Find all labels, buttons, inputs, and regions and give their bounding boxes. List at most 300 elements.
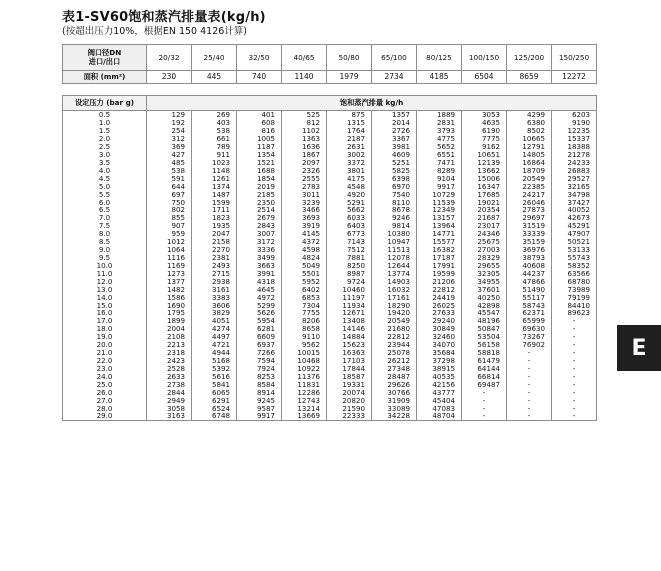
flow-cell: 29527: [552, 174, 597, 182]
flow-cell: 58352: [552, 262, 597, 270]
flow-cell: 1116: [147, 254, 192, 262]
table-row: [63, 198, 597, 206]
flow-cell: 6033: [327, 214, 372, 222]
flow-cell: 4548: [327, 182, 372, 190]
flow-cell: 644: [147, 182, 192, 190]
flow-cell: 4609: [372, 151, 417, 159]
pressure-cell: 7.5: [63, 222, 147, 230]
flow-cell: 1261: [192, 174, 237, 182]
flow-cell: 9562: [282, 341, 327, 349]
pressure-cell: 6.0: [63, 198, 147, 206]
flow-cell: 1482: [147, 285, 192, 293]
flow-cell: 22333: [327, 412, 372, 420]
flow-cell: 1636: [282, 143, 327, 151]
flow-cell: 51490: [507, 285, 552, 293]
area-label: 面积 (mm²): [63, 71, 147, 84]
flow-cell: 61479: [462, 357, 507, 365]
dn-cell: 125/200: [507, 45, 552, 71]
flow-cell: 7471: [417, 159, 462, 167]
flow-cell: 3011: [282, 190, 327, 198]
flow-cell: 3002: [327, 151, 372, 159]
flow-cell: 18587: [327, 372, 372, 380]
flow-cell: 5501: [282, 269, 327, 277]
flow-cell: 10947: [372, 238, 417, 246]
flow-cell: 11934: [327, 301, 372, 309]
flow-cell: 12286: [282, 388, 327, 396]
flow-cell: 29655: [462, 262, 507, 270]
flow-cell: 58743: [507, 301, 552, 309]
flow-cell: 427: [147, 151, 192, 159]
table-subtitle: (按超出压力10%，根据EN 150 4126计算): [62, 26, 247, 37]
flow-cell: 11513: [372, 246, 417, 254]
flow-cell: 8502: [507, 127, 552, 135]
flow-cell: 24346: [462, 230, 507, 238]
table-row: [63, 404, 597, 412]
flow-cell: 3606: [192, 301, 237, 309]
flow-cell: 40608: [507, 262, 552, 270]
flow-cell: -: [507, 365, 552, 373]
flow-cell: 3499: [237, 254, 282, 262]
flow-cell: 4145: [282, 230, 327, 238]
flow-cell: 9814: [372, 222, 417, 230]
flow-cell: 525: [282, 111, 327, 119]
flow-cell: 20549: [507, 174, 552, 182]
flow-cell: 2783: [282, 182, 327, 190]
flow-cell: 19420: [372, 309, 417, 317]
flow-cell: 65999: [507, 317, 552, 325]
pressure-cell: 20.0: [63, 341, 147, 349]
dn-cell: 25/40: [192, 45, 237, 71]
flow-cell: -: [552, 357, 597, 365]
flow-cell: 6551: [417, 151, 462, 159]
dn-cell: 50/80: [327, 45, 372, 71]
flow-cell: 8987: [327, 269, 372, 277]
table-row: [63, 214, 597, 222]
table-row: [63, 357, 597, 365]
flow-cell: 9162: [462, 143, 507, 151]
flow-cell: 3919: [282, 222, 327, 230]
flow-cell: 6203: [552, 111, 597, 119]
flow-cell: 3058: [147, 404, 192, 412]
flow-cell: -: [462, 396, 507, 404]
flow-cell: 12235: [552, 127, 597, 135]
flow-cell: 21680: [372, 325, 417, 333]
flow-cell: -: [552, 380, 597, 388]
flow-cell: 3007: [237, 230, 282, 238]
flow-cell: 17844: [327, 365, 372, 373]
flow-cell: 50521: [552, 238, 597, 246]
flow-cell: 18388: [552, 143, 597, 151]
pressure-cell: 14.0: [63, 293, 147, 301]
flow-cell: 1688: [237, 166, 282, 174]
flow-cell: 22812: [372, 333, 417, 341]
pressure-cell: 5.0: [63, 182, 147, 190]
flow-cell: 35684: [417, 349, 462, 357]
flow-cell: 13774: [372, 269, 417, 277]
flow-cell: 32305: [462, 269, 507, 277]
flow-cell: 53133: [552, 246, 597, 254]
pressure-cell: 24.0: [63, 372, 147, 380]
flow-cell: 8250: [327, 262, 372, 270]
flow-cell: 32165: [552, 182, 597, 190]
flow-cell: 4721: [192, 341, 237, 349]
flow-cell: 10922: [282, 365, 327, 373]
flow-cell: 6291: [192, 396, 237, 404]
pressure-cell: 22.0: [63, 357, 147, 365]
flow-cell: 12349: [417, 206, 462, 214]
flow-cell: 19599: [417, 269, 462, 277]
pressure-cell: 9.5: [63, 254, 147, 262]
flow-cell: 1064: [147, 246, 192, 254]
flow-cell: 40052: [552, 206, 597, 214]
flow-cell: 9245: [237, 396, 282, 404]
flow-cell: 3172: [237, 238, 282, 246]
flow-cell: 5251: [372, 159, 417, 167]
flow-cell: 4274: [192, 325, 237, 333]
flow-cell: 6853: [282, 293, 327, 301]
flow-cell: 22812: [417, 285, 462, 293]
area-cell: 2734: [372, 71, 417, 84]
pressure-cell: 16.0: [63, 309, 147, 317]
flow-cell: 45547: [462, 309, 507, 317]
flow-cell: 697: [147, 190, 192, 198]
flow-cell: 1357: [372, 111, 417, 119]
flow-cell: 55743: [552, 254, 597, 262]
flow-cell: -: [552, 365, 597, 373]
pressure-cell: 1.0: [63, 119, 147, 127]
flow-cell: 26025: [417, 301, 462, 309]
area-cell: 1979: [327, 71, 372, 84]
pressure-cell: 6.5: [63, 206, 147, 214]
area-cell: 6504: [462, 71, 507, 84]
table-row: [63, 333, 597, 341]
flow-cell: 4318: [237, 277, 282, 285]
flow-cell: 8206: [282, 317, 327, 325]
pressure-cell: 1.5: [63, 127, 147, 135]
table-row: [63, 269, 597, 277]
flow-cell: 64144: [462, 365, 507, 373]
flow-cell: 2014: [372, 119, 417, 127]
flow-cell: 1374: [192, 182, 237, 190]
flow-cell: 6190: [462, 127, 507, 135]
flow-cell: 23944: [372, 341, 417, 349]
flow-cell: 1169: [147, 262, 192, 270]
flow-cell: 55117: [507, 293, 552, 301]
flow-cell: 911: [192, 151, 237, 159]
flow-cell: 2019: [237, 182, 282, 190]
flow-cell: 3991: [237, 269, 282, 277]
flow-cell: 53504: [462, 333, 507, 341]
flow-cell: 4497: [192, 333, 237, 341]
flow-cell: 16032: [372, 285, 417, 293]
flow-cell: 20074: [327, 388, 372, 396]
flow-cell: 27348: [372, 365, 417, 373]
flow-cell: 13214: [282, 404, 327, 412]
flow-cell: 9587: [237, 404, 282, 412]
pressure-cell: 25.0: [63, 380, 147, 388]
flow-cell: 6402: [282, 285, 327, 293]
flow-cell: 34798: [552, 190, 597, 198]
table-row: [63, 325, 597, 333]
flow-cell: 8110: [372, 198, 417, 206]
flow-cell: 6937: [237, 341, 282, 349]
flow-cell: 11376: [282, 372, 327, 380]
flow-cell: 12743: [282, 396, 327, 404]
dn-cell: 100/150: [462, 45, 507, 71]
flow-cell: 68780: [552, 277, 597, 285]
flow-cell: 29240: [417, 317, 462, 325]
flow-cell: 959: [147, 230, 192, 238]
flow-cell: 47907: [552, 230, 597, 238]
flow-cell: 42898: [462, 301, 507, 309]
flow-cell: 5662: [327, 206, 372, 214]
flow-cell: -: [507, 396, 552, 404]
flow-cell: 2004: [147, 325, 192, 333]
pressure-cell: 17.0: [63, 317, 147, 325]
flow-cell: 2108: [147, 333, 192, 341]
flow-cell: 2187: [327, 135, 372, 143]
flow-cell: 10651: [462, 151, 507, 159]
flow-cell: 1315: [327, 119, 372, 127]
flow-cell: 2514: [237, 206, 282, 214]
flow-cell: -: [552, 372, 597, 380]
flow-cell: 538: [192, 127, 237, 135]
flow-cell: 2270: [192, 246, 237, 254]
flow-cell: -: [507, 388, 552, 396]
flow-cell: 33089: [372, 404, 417, 412]
pressure-cell: 8.0: [63, 230, 147, 238]
flow-cell: 28487: [372, 372, 417, 380]
flow-cell: -: [552, 341, 597, 349]
flow-cell: 37427: [552, 198, 597, 206]
flow-header: 饱和蒸汽排量 kg/h: [147, 96, 597, 111]
flow-cell: 37298: [417, 357, 462, 365]
flow-cell: 18290: [372, 301, 417, 309]
flow-cell: 2738: [147, 380, 192, 388]
pressure-cell: 18.0: [63, 325, 147, 333]
flow-cell: 25675: [462, 238, 507, 246]
flow-cell: 812: [282, 119, 327, 127]
flow-cell: 21687: [462, 214, 507, 222]
flow-cell: 7755: [282, 309, 327, 317]
table-row: [63, 135, 597, 143]
flow-cell: 2715: [192, 269, 237, 277]
area-cell: 230: [147, 71, 192, 84]
pressure-cell: 13.0: [63, 285, 147, 293]
flow-cell: -: [507, 412, 552, 420]
flow-cell: 17991: [417, 262, 462, 270]
flow-cell: 5392: [192, 365, 237, 373]
flow-cell: 1487: [192, 190, 237, 198]
flow-cell: 802: [147, 206, 192, 214]
flow-cell: 192: [147, 119, 192, 127]
flow-cell: 17187: [417, 254, 462, 262]
flow-cell: 9246: [372, 214, 417, 222]
flow-cell: 1889: [417, 111, 462, 119]
table-row: [63, 309, 597, 317]
table-row: [63, 285, 597, 293]
flow-cell: 9104: [417, 174, 462, 182]
pressure-cell: 26.0: [63, 388, 147, 396]
flow-cell: -: [462, 388, 507, 396]
table-row: [63, 388, 597, 396]
flow-cell: 4775: [417, 135, 462, 143]
dn-row: [63, 45, 597, 71]
flow-cell: 44237: [507, 269, 552, 277]
flow-cell: 47083: [417, 404, 462, 412]
table-row: [63, 412, 597, 420]
pressure-header: 设定压力 (bar g): [63, 96, 147, 111]
flow-cell: 11539: [417, 198, 462, 206]
flow-cell: 6524: [192, 404, 237, 412]
section-tab-e[interactable]: E: [617, 325, 661, 371]
flow-cell: -: [552, 388, 597, 396]
pressure-cell: 3.0: [63, 151, 147, 159]
table-row: [63, 254, 597, 262]
flow-cell: 1795: [147, 309, 192, 317]
flow-cell: 4598: [282, 246, 327, 254]
flow-cell: 6970: [372, 182, 417, 190]
flow-cell: 14903: [372, 277, 417, 285]
flow-header-row: [63, 96, 597, 111]
flow-cell: 79199: [552, 293, 597, 301]
flow-cell: 2326: [282, 166, 327, 174]
flow-cell: 12644: [372, 262, 417, 270]
flow-cell: 3239: [282, 198, 327, 206]
flow-cell: 27633: [417, 309, 462, 317]
flow-cell: 3693: [282, 214, 327, 222]
flow-cell: 1012: [147, 238, 192, 246]
flow-cell: 12078: [372, 254, 417, 262]
flow-cell: 3367: [372, 135, 417, 143]
flow-cell: 4299: [507, 111, 552, 119]
flow-cell: 12139: [462, 159, 507, 167]
table-row: [63, 190, 597, 198]
flow-cell: 16382: [417, 246, 462, 254]
flow-cell: 3466: [282, 206, 327, 214]
flow-cell: 2423: [147, 357, 192, 365]
flow-cell: 2158: [192, 238, 237, 246]
flow-cell: 661: [192, 135, 237, 143]
flow-cell: 14805: [507, 151, 552, 159]
flow-cell: 50847: [462, 325, 507, 333]
flow-cell: -: [507, 404, 552, 412]
flow-cell: 4051: [192, 317, 237, 325]
flow-cell: -: [507, 380, 552, 388]
flow-cell: 4920: [327, 190, 372, 198]
flow-cell: 3163: [147, 412, 192, 420]
table-row: [63, 277, 597, 285]
flow-cell: 2679: [237, 214, 282, 222]
flow-cell: 2213: [147, 341, 192, 349]
flow-cell: 27003: [462, 246, 507, 254]
flow-cell: 47866: [507, 277, 552, 285]
flow-cell: 34955: [462, 277, 507, 285]
pressure-cell: 2.5: [63, 143, 147, 151]
table-row: [63, 349, 597, 357]
flow-cell: 43777: [417, 388, 462, 396]
flow-cell: 254: [147, 127, 192, 135]
flow-cell: 4645: [237, 285, 282, 293]
flow-cell: 8253: [237, 372, 282, 380]
dn-cell: 65/100: [372, 45, 417, 71]
pressure-cell: 21.0: [63, 349, 147, 357]
flow-cell: 45404: [417, 396, 462, 404]
flow-cell: 538: [147, 166, 192, 174]
flow-cell: 14146: [327, 325, 372, 333]
flow-cell: 66814: [462, 372, 507, 380]
flow-cell: 38915: [417, 365, 462, 373]
flow-cell: 73267: [507, 333, 552, 341]
flow-cell: 10380: [372, 230, 417, 238]
flow-cell: 21590: [327, 404, 372, 412]
flow-cell: 875: [327, 111, 372, 119]
flow-cell: 855: [147, 214, 192, 222]
table-row: [63, 151, 597, 159]
pressure-cell: 8.5: [63, 238, 147, 246]
flow-cell: 10015: [282, 349, 327, 357]
pressure-cell: 12.0: [63, 277, 147, 285]
flow-cell: 2185: [237, 190, 282, 198]
table-row: [63, 262, 597, 270]
flow-cell: 35159: [507, 238, 552, 246]
flow-cell: 6748: [192, 412, 237, 420]
flow-cell: 19021: [462, 198, 507, 206]
pressure-cell: 2.0: [63, 135, 147, 143]
dn-cell: 150/250: [552, 45, 597, 71]
flow-cell: 7775: [462, 135, 507, 143]
flow-cell: 369: [147, 143, 192, 151]
flow-cell: 591: [147, 174, 192, 182]
flow-cell: 6380: [507, 119, 552, 127]
dn-label: 阀口径DN 进口/出口: [63, 45, 147, 71]
dn-cell: 32/50: [237, 45, 282, 71]
flow-table: [62, 95, 597, 421]
flow-cell: 5616: [192, 372, 237, 380]
flow-cell: 14771: [417, 230, 462, 238]
flow-cell: 30849: [417, 325, 462, 333]
flow-cell: 7540: [372, 190, 417, 198]
flow-cell: 16864: [507, 159, 552, 167]
pressure-cell: 5.5: [63, 190, 147, 198]
table-row: [63, 127, 597, 135]
flow-cell: 403: [192, 119, 237, 127]
flow-cell: 16347: [462, 182, 507, 190]
flow-cell: 789: [192, 143, 237, 151]
flow-cell: 11831: [282, 380, 327, 388]
flow-cell: 31909: [372, 396, 417, 404]
flow-cell: 5049: [282, 262, 327, 270]
flow-cell: -: [552, 325, 597, 333]
flow-cell: -: [507, 372, 552, 380]
flow-cell: 58818: [462, 349, 507, 357]
flow-cell: 17161: [372, 293, 417, 301]
flow-cell: 20549: [372, 317, 417, 325]
flow-cell: 2726: [372, 127, 417, 135]
size-area-table: [62, 44, 597, 84]
flow-cell: 10729: [417, 190, 462, 198]
table-row: [63, 159, 597, 167]
flow-cell: 6403: [327, 222, 372, 230]
area-cell: 12272: [552, 71, 597, 84]
flow-cell: 4972: [237, 293, 282, 301]
flow-cell: 5952: [282, 277, 327, 285]
table-row: [63, 111, 597, 119]
flow-cell: 2047: [192, 230, 237, 238]
flow-cell: 10468: [282, 357, 327, 365]
flow-cell: 13662: [462, 166, 507, 174]
flow-cell: 2949: [147, 396, 192, 404]
